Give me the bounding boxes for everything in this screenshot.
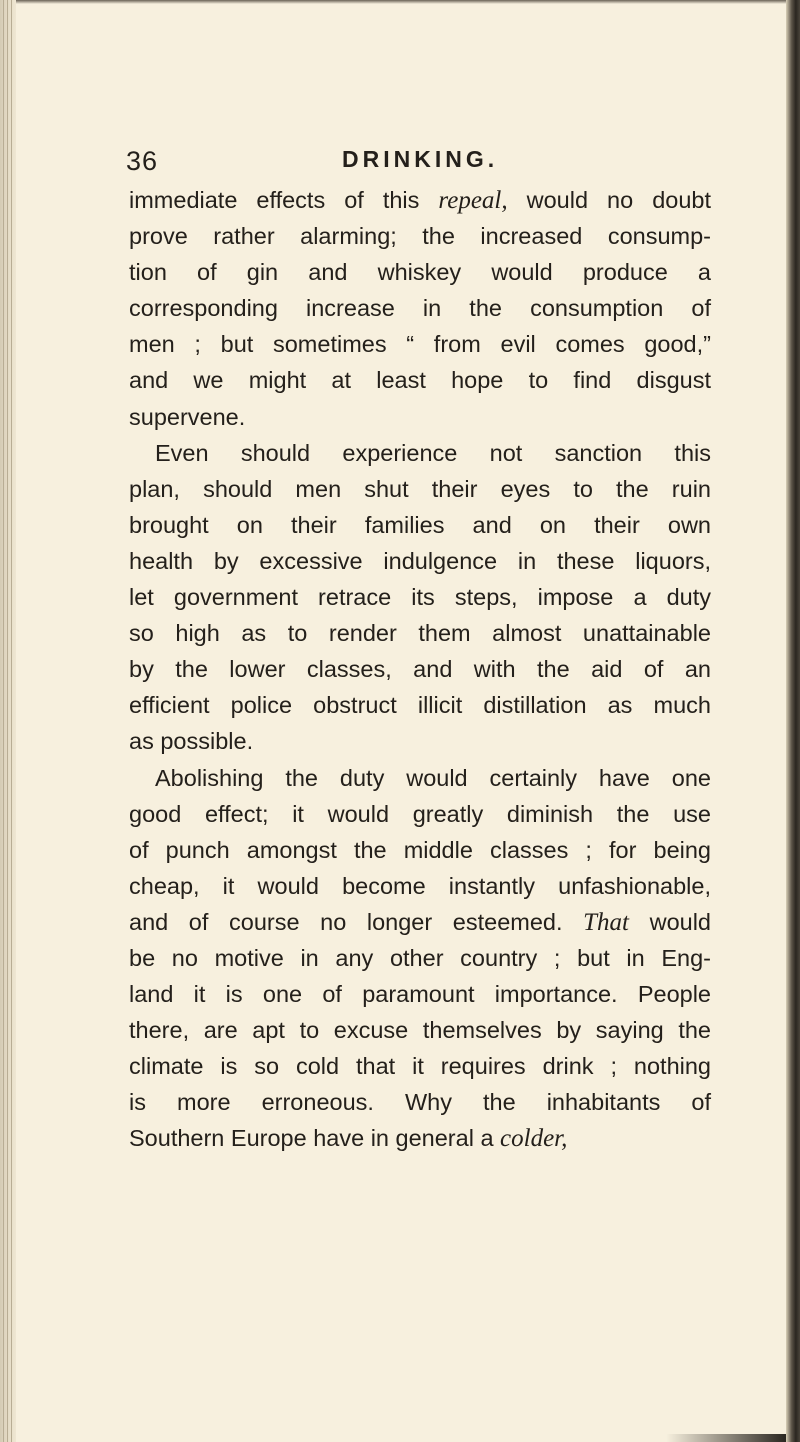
text-segment: efficient police obstruct illicit distillation as much bbox=[129, 692, 711, 719]
text-segment: be no motive in any other country ; but in Eng- bbox=[129, 944, 711, 971]
running-head bbox=[126, 146, 726, 186]
binding-gutter bbox=[0, 0, 16, 1442]
text-line bbox=[129, 615, 711, 651]
text-line bbox=[129, 399, 711, 435]
text-segment: Abolishing the duty would certainly have one bbox=[155, 764, 711, 791]
text-segment: brought on their families and on their own bbox=[129, 511, 711, 538]
text-segment: of punch amongst the middle classes ; for being bbox=[129, 836, 711, 863]
gutter-rule bbox=[11, 0, 12, 1442]
text-line bbox=[129, 1048, 711, 1084]
gutter-rule bbox=[3, 0, 4, 1442]
text-line bbox=[129, 940, 711, 976]
text-segment: cheap, it would become instantly unfashionable, bbox=[129, 872, 711, 899]
body-text bbox=[129, 182, 711, 1157]
text-line bbox=[129, 362, 711, 398]
page-number: 36 bbox=[126, 146, 159, 176]
text-line bbox=[129, 796, 711, 832]
italic-text: repeal, bbox=[438, 187, 508, 214]
text-segment: would bbox=[629, 908, 711, 935]
text-segment: prove rather alarming; the increased consump- bbox=[129, 223, 711, 250]
text-segment: immediate effects of this bbox=[129, 187, 439, 213]
text-line bbox=[129, 435, 711, 471]
text-segment: would no doubt bbox=[507, 187, 711, 213]
text-segment: good effect; it would greatly diminish the use bbox=[129, 800, 711, 827]
text-segment: as possible. bbox=[129, 728, 254, 755]
text-line bbox=[129, 471, 711, 507]
text-line bbox=[129, 976, 711, 1012]
text-line bbox=[129, 868, 711, 904]
text-segment: by the lower classes, and with the aid of an bbox=[129, 656, 711, 683]
text-segment: plan, should men shut their eyes to the ruin bbox=[129, 475, 711, 502]
text-line bbox=[129, 651, 711, 687]
text-line bbox=[129, 1012, 711, 1048]
italic-text: That bbox=[583, 908, 629, 936]
text-segment: there, are apt to excuse themselves by saying the bbox=[129, 1017, 711, 1044]
text-line bbox=[129, 182, 711, 218]
italic-text: colder, bbox=[500, 1125, 568, 1153]
text-line bbox=[129, 507, 711, 543]
text-segment: let government retrace its steps, impose a duty bbox=[129, 584, 711, 611]
text-line bbox=[129, 218, 711, 254]
text-segment: and we might at least hope to find disgust bbox=[129, 367, 711, 394]
text-segment: men ; but sometimes “ from evil comes good,” bbox=[129, 331, 711, 358]
text-line bbox=[129, 760, 711, 796]
text-segment: climate is so cold that it requires drink ; nothing bbox=[129, 1053, 711, 1080]
page-bottom-shadow bbox=[666, 1434, 786, 1442]
text-segment: land it is one of paramount importance. People bbox=[129, 981, 711, 1008]
text-line bbox=[129, 290, 711, 326]
text-line bbox=[129, 1084, 711, 1120]
text-segment: and of course no longer esteemed. bbox=[129, 908, 584, 935]
running-title: DRINKING. bbox=[342, 146, 499, 172]
text-line bbox=[129, 254, 711, 290]
text-line bbox=[129, 543, 711, 579]
text-segment: tion of gin and whiskey would produce a bbox=[129, 259, 711, 286]
text-line bbox=[129, 326, 711, 362]
text-segment: Even should experience not sanction this bbox=[155, 439, 711, 466]
text-segment: corresponding increase in the consumption of bbox=[129, 295, 711, 322]
text-line bbox=[129, 687, 711, 723]
page-right-edge bbox=[786, 0, 800, 1442]
text-segment: so high as to render them almost unattainable bbox=[129, 620, 711, 647]
text-line bbox=[129, 723, 711, 759]
text-segment: Southern Europe have in general a bbox=[129, 1125, 501, 1152]
text-segment: is more erroneous. Why the inhabitants of bbox=[129, 1089, 711, 1116]
gutter-rule bbox=[7, 0, 8, 1442]
page-top-edge bbox=[0, 0, 800, 4]
text-line bbox=[129, 904, 711, 940]
text-line bbox=[129, 832, 711, 868]
text-segment: supervene. bbox=[129, 403, 246, 430]
text-segment: health by excessive indulgence in these liquors, bbox=[129, 547, 711, 574]
text-line bbox=[129, 579, 711, 615]
text-line bbox=[129, 1120, 711, 1156]
